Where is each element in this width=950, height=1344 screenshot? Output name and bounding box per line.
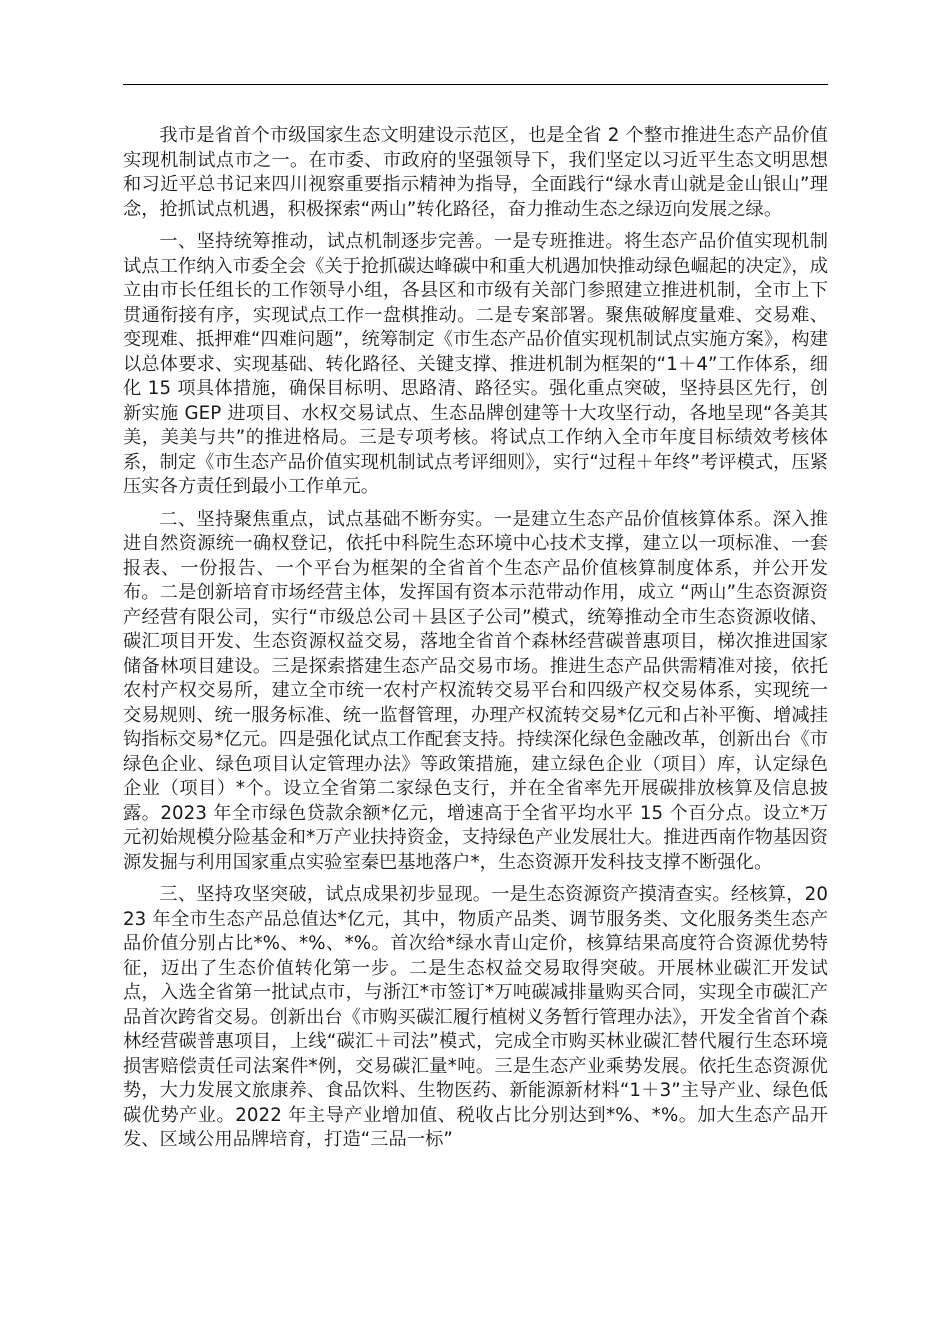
paragraph-intro: 我市是省首个市级国家生态文明建设示范区，也是全省 2 个整市推进生态产品价值实现机制试点市之一。在市委、市政府的坚强领导下，我们坚定以习近平生态文明思想和习近平总书记来四川视察重要指示精神为指导，全面践行“绿水青山就是金山银山”理念，抢抓试点机遇，积极探索“两山”转化路径，奋力推动生态之绿迈向发展之绿。 xyxy=(123,125,828,220)
paragraph-section-1: 一、坚持统筹推动，试点机制逐步完善。一是专班推进。将生态产品价值实现机制试点工作纳入市委全会《关于抢抓碳达峰碳中和重大机遇加快推动绿色崛起的决定》，成立由市长任组长的工作领导小组，各县区和市级有关部门参照建立推进机制，全市上下贯通衔接有序，实现试点工作一盘棋推动。二是专案部署。聚焦破解度量难、交易难、变现难、抵押难“四难问题”，统筹制定《市生态产品价值实现机制试点实施方案》，构建以总体要求、实现基础、转化路径、关键支撑、推进机制为框架的“1＋4”工作体系，细化 15 项具体措施，确保目标明、思路清、路径实。强化重点突破，坚持县区先行，创新实施 GEP 进项目、水权交易试点、生态品牌创建等十大攻坚行动，各地呈现“各美其美，美美与共”的推进格局。三是专项考核。将试点工作纳入全市年度目标绩效考核体系，制定《市生态产品价值实现机制试点考评细则》，实行“过程＋年终”考评模式，压紧压实各方责任到最小工作单元。 xyxy=(123,231,828,497)
paragraph-section-2: 二、坚持聚焦重点，试点基础不断夯实。一是建立生态产品价值核算体系。深入推进自然资源统一确权登记，依托中科院生态环境中心技术支撑，建立以一项标准、一套报表、一份报告、一个平台为框架的全省首个生态产品价值核算制度体系，并公开发布。二是创新培育市场经营主体，发挥国有资本示范带动作用，成立 “两山”生态资源资产经营有限公司，实行“市级总公司＋县区子公司”模式，统筹推动全市生态资源收储、碳汇项目开发、生态资源权益交易，落地全省首个森林经营碳普惠项目，梯次推进国家储备林项目建设。三是探索搭建生态产品交易市场。推进生态产品供需精准对接，依托农村产权交易所，建立全市统一农村产权流转交易平台和四级产权交易体系，实现统一交易规则、统一服务标准、统一监督管理，办理产权流转交易*亿元和占补平衡、增减挂钩指标交易*亿元。四是强化试点工作配套支持。持续深化绿色金融改革，创新出台《市绿色企业、绿色项目认定管理办法》等政策措施，建立绿色企业（项目）库，认定绿色企业（项目）*个。设立全省第二家绿色支行，并在全省率先开展碳排放核算及信息披露。2023 年全市绿色贷款余额*亿元，增速高于全省平均水平 15 个百分点。设立*万元初始规模分险基金和*万产业扶持资金，支持绿色产业发展壮大。推进西南作物基因资源发掘与利用国家重点实验室秦巴基地落户*，生态资源开发科技支撑不断强化。 xyxy=(123,508,828,873)
paragraph-section-3: 三、坚持攻坚突破，试点成果初步显现。一是生态资源资产摸清查实。经核算，2023 年全市生态产品总值达*亿元，其中，物质产品类、调节服务类、文化服务类生态产品价值分别占比*%、*%、*%。首次给*绿水青山定价，核算结果高度符合资源优势特征，迈出了生态价值转化第一步。二是生态权益交易取得突破。开展林业碳汇开发试点，入选全省第一批试点市，与浙江*市签订*万吨碳减排量购买合同，实现全市碳汇产品首次跨省交易。创新出台《市购买碳汇履行植树义务暂行管理办法》，开发全省首个森林经营碳普惠项目，上线“碳汇＋司法”模式，完成全市购买林业碳汇替代履行生态环境损害赔偿责任司法案件*例，交易碳汇量*吨。三是生态产业乘势发展。依托生态资源优势，大力发展文旅康养、食品饮料、生物医药、新能源新材料“1＋3”主导产业、绿色低碳优势产业。2022 年主导产业增加值、税收占比分别达到*%、*%。加大生态产品开发、区域公用品牌培育，打造“三品一标” xyxy=(123,884,828,1150)
header-rule xyxy=(123,84,828,85)
document-body xyxy=(123,124,828,1161)
